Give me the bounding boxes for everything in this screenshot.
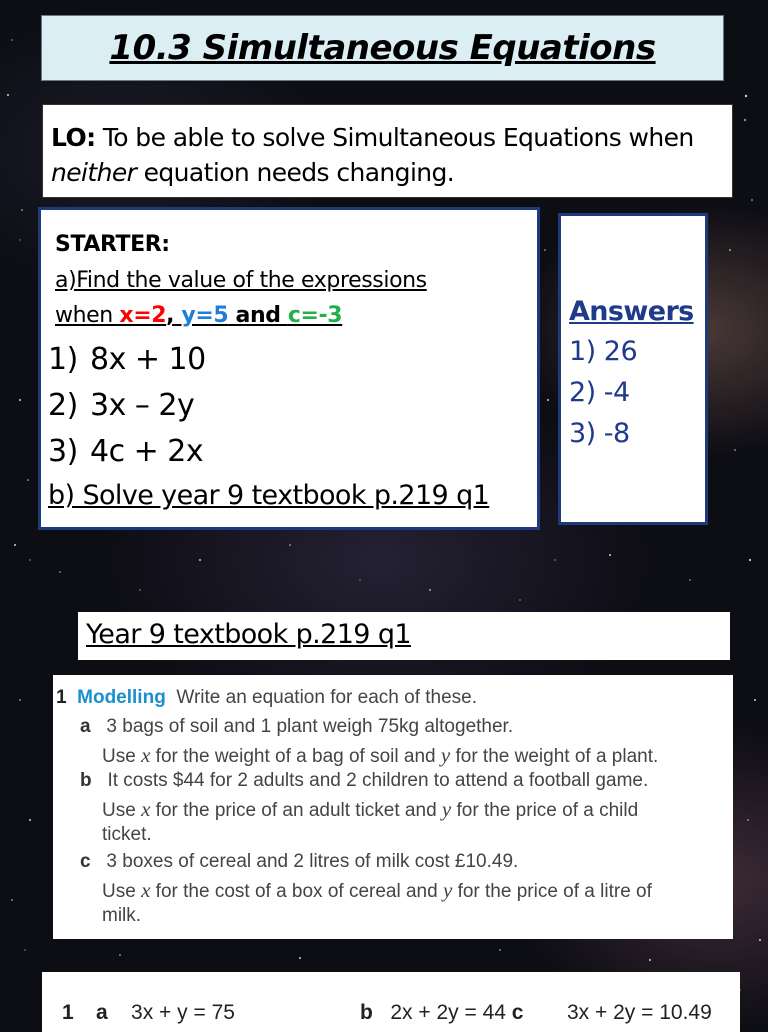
answer-number xyxy=(62,1001,74,1025)
starter-box xyxy=(38,207,540,530)
part-letter: a xyxy=(96,1001,108,1024)
variable-y: y xyxy=(440,743,451,767)
part-c-line2 xyxy=(102,878,652,903)
starter-part-a-line1: a)Find the value of the expressions xyxy=(55,268,427,293)
starter-heading: STARTER: xyxy=(55,232,170,257)
excerpt-intro xyxy=(56,687,477,709)
answer-b xyxy=(360,1001,523,1025)
question-expression: 3x – 2y xyxy=(90,388,195,423)
starter-part-b: b) Solve year 9 textbook p.219 q1 xyxy=(48,480,490,511)
text: for the price of an adult ticket and xyxy=(150,800,442,821)
part-a-text: 3 bags of soil and 1 plant weigh 75kg altogether. xyxy=(106,716,514,737)
starter-part-a-line2 xyxy=(55,303,342,328)
part-c-line3: milk. xyxy=(102,905,142,926)
question-expression: 4c + 2x xyxy=(90,434,204,469)
lo-text-1: To be able to solve Simultaneous Equations when xyxy=(95,123,694,152)
part-letter: c xyxy=(511,1001,524,1024)
question-number: 1) xyxy=(48,342,78,377)
text: for the weight of a bag of soil and xyxy=(150,746,441,767)
answer-1: 1) 26 xyxy=(569,336,638,367)
answer-c xyxy=(567,1001,712,1025)
equation-a: 3x + y = 75 xyxy=(131,1001,235,1024)
variable-x: x xyxy=(141,797,151,821)
text: for the weight of a plant. xyxy=(450,746,659,767)
part-letter: c xyxy=(80,851,91,872)
textbook-label: Year 9 textbook p.219 q1 xyxy=(78,612,730,660)
lo-label: LO: xyxy=(51,123,96,152)
answer-2: 2) -4 xyxy=(569,377,630,408)
equation-b: 2x + 2y = 44 xyxy=(390,1001,506,1024)
part-b-text: It costs $44 for 2 adults and 2 children to attend a football game. xyxy=(107,770,649,791)
y-value: y=5 xyxy=(174,303,229,328)
number: 1 xyxy=(62,1001,74,1024)
variable-x: x xyxy=(141,878,151,902)
when-text: when xyxy=(55,303,120,328)
textbook-excerpt xyxy=(53,675,733,939)
part-a-line2 xyxy=(102,743,658,768)
question-1 xyxy=(48,342,206,377)
answer-3: 3) -8 xyxy=(569,418,630,449)
answers-box xyxy=(558,213,708,525)
answers-heading: Answers xyxy=(569,296,694,327)
text: Use xyxy=(102,881,142,902)
title-banner xyxy=(41,15,724,81)
part-b-line3: ticket. xyxy=(102,824,152,845)
intro-text: Write an equation for each of these. xyxy=(176,687,478,708)
part-a-line1 xyxy=(80,716,513,738)
part-c-line1 xyxy=(80,851,518,873)
part-letter: b xyxy=(360,1001,373,1024)
variable-y: y xyxy=(441,797,452,821)
part-letter: b xyxy=(80,770,92,791)
modelling-tag: Modelling xyxy=(77,687,166,708)
and-word: and xyxy=(228,303,288,328)
question-number: 3) xyxy=(48,434,78,469)
text: Use xyxy=(102,746,142,767)
text: Use xyxy=(102,800,142,821)
answer-strip xyxy=(42,972,740,1032)
part-b-line2 xyxy=(102,797,638,822)
learning-objective-box xyxy=(42,104,733,198)
comma: , xyxy=(166,303,175,328)
c-value: c=-3 xyxy=(287,303,343,328)
text: for the price of a litre of xyxy=(452,881,652,902)
page-title: 10.3 Simultaneous Equations xyxy=(109,28,656,68)
question-number: 2) xyxy=(48,388,78,423)
question-2 xyxy=(48,388,194,423)
variable-x: x xyxy=(141,743,151,767)
question-number: 1 xyxy=(56,687,67,708)
lo-text-2: equation needs changing. xyxy=(136,158,455,187)
variable-y: y xyxy=(442,878,453,902)
answer-a xyxy=(96,1001,235,1025)
part-b-line1 xyxy=(80,770,648,792)
text: for the cost of a box of cereal and xyxy=(150,881,443,902)
text: for the price of a child xyxy=(451,800,639,821)
question-expression: 8x + 10 xyxy=(90,342,206,377)
part-c-text: 3 boxes of cereal and 2 litres of milk cost £10.49. xyxy=(106,851,519,872)
lo-emphasis: neither xyxy=(51,158,137,187)
equation-c: 3x + 2y = 10.49 xyxy=(567,1001,712,1024)
part-letter: a xyxy=(80,716,91,737)
question-3 xyxy=(48,434,203,469)
x-value: x=2 xyxy=(119,303,167,328)
